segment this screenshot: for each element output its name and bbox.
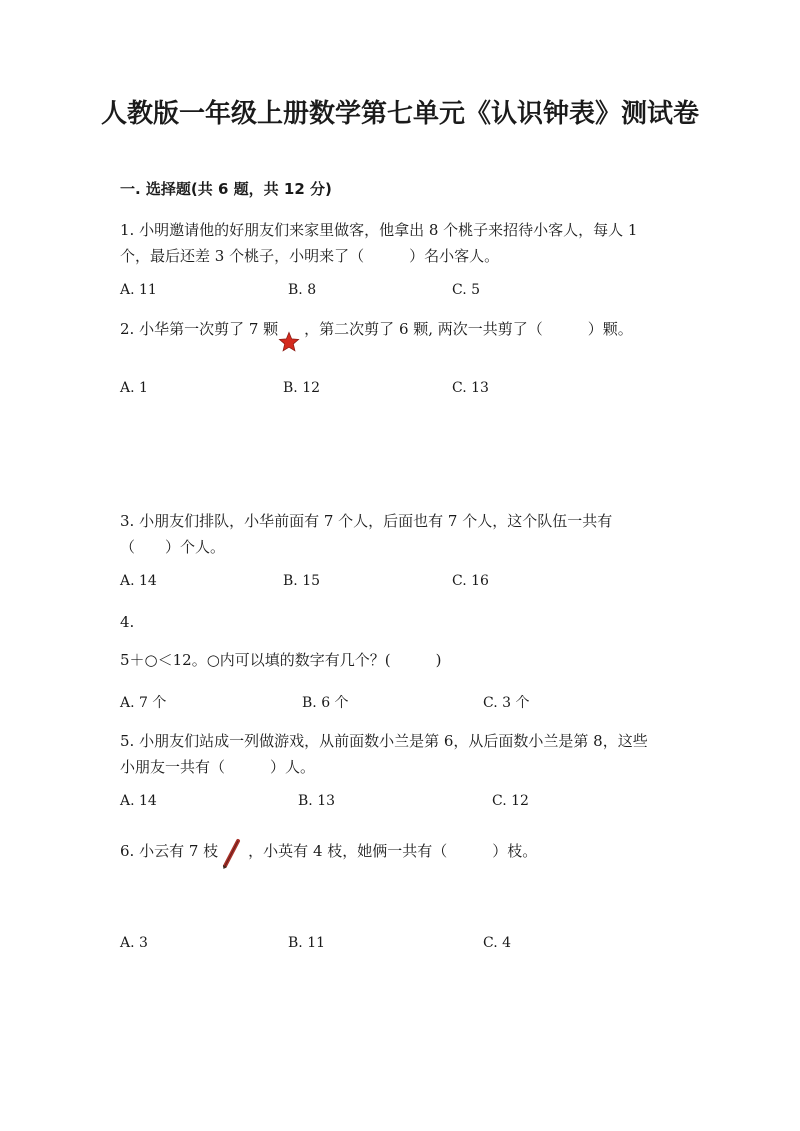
question-6-option-b: B. 11 [288,935,326,951]
question-2-part-1: 2. 小华第一次剪了 7 颗 [120,320,279,338]
question-1 [120,217,680,269]
question-1-line-1: 1. 小明邀请他的好朋友们来家里做客，他拿出 8 个桃子来招待小客人，每人 1 [120,221,638,239]
question-1-option-c: C. 5 [452,282,481,298]
question-2 [120,316,680,343]
question-3-line-1: 3. 小朋友们排队，小华前面有 7 个人，后面也有 7 个人，这个队伍一共有 [120,512,613,530]
question-3-line-2: （ ）个人。 [120,538,226,556]
question-3-option-c: C. 16 [452,573,489,589]
question-6 [120,836,680,868]
question-5-option-b: B. 13 [298,793,336,809]
question-3-option-a: A. 14 [120,573,157,589]
page-title: 人教版一年级上册数学第七单元《认识钟表》测试卷 [100,99,699,129]
question-4-text: 5＋○＜12。○内可以填的数字有几个？( ) [120,651,442,669]
question-3 [120,508,680,560]
question-4-number: 4. [120,613,135,631]
question-4-option-a: A. 7 个 [120,695,167,711]
question-2-option-b: B. 12 [283,380,321,396]
question-6-option-a: A. 3 [120,935,148,951]
question-1-option-a: A. 11 [120,282,157,298]
pencil-icon [218,838,248,870]
question-1-line-2: 个，最后还差 3 个桃子，小明来了（ ）名小客人。 [120,247,500,265]
question-5-line-2: 小朋友一共有（ ）人。 [120,758,316,776]
section-header: 一. 选择题(共 6 题，共 12 分) [120,180,332,198]
question-5-line-1: 5. 小朋友们站成一列做游戏，从前面数小兰是第 6，从后面数小兰是第 8，这些 [120,732,648,750]
question-2-option-c: C. 13 [452,380,489,396]
question-6-part-2: ，小英有 4 枝，她俩一共有（ ）枝。 [248,842,538,860]
question-1-option-b: B. 8 [288,282,317,298]
question-5-option-c: C. 12 [492,793,529,809]
question-6-part-1: 6. 小云有 7 枝 [120,842,219,860]
question-5-option-a: A. 14 [120,793,157,809]
question-6-option-c: C. 4 [483,935,512,951]
star-icon [278,331,304,357]
question-2-part-2: ，第二次剪了 6 颗, 两次一共剪了（ ）颗。 [304,320,633,338]
question-2-option-a: A. 1 [120,380,148,396]
question-3-option-b: B. 15 [283,573,321,589]
question-4-option-c: C. 3 个 [483,695,530,711]
question-5 [120,728,680,780]
question-4-option-b: B. 6 个 [302,695,349,711]
